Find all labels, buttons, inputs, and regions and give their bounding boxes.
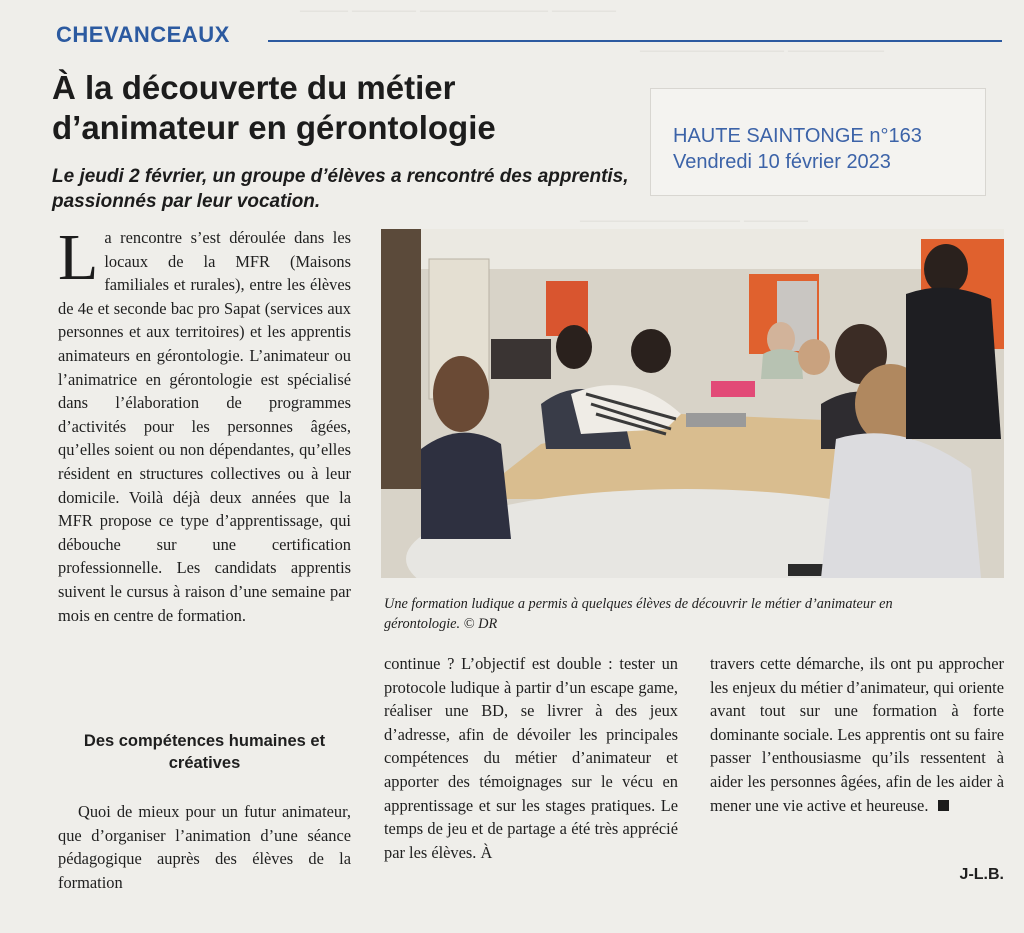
body-text: travers cette démarche, ils ont pu approcher les enjeux du métier d’animateur, qui oriente avant tout sur une formation à forte dominante sociale. Les apprentis ont su faire passer l’enthousiasme qu’ils ressentent à aider les personnes âgées, afin de les aider à mener une vie active et heureuse. — [710, 654, 1004, 815]
classroom-photo-image — [381, 229, 1004, 578]
article-photo — [381, 229, 1004, 578]
rubric-rule — [268, 40, 1002, 42]
article-column-2 — [384, 652, 678, 864]
end-of-article-mark — [938, 800, 949, 811]
bleed-through-text: —————————— ———— — [580, 212, 808, 229]
bleed-through-text: ——— ———— ———————— ———— — [300, 2, 616, 19]
body-paragraph — [58, 800, 351, 894]
body-text: Quoi de mieux pour un futur animateur, que d’organiser l’animation d’une séance pédagogique auprès des élèves de la formation — [58, 802, 351, 892]
section-rubric: CHEVANCEAUX — [56, 22, 230, 47]
bleed-through-text: ————————— —————— — [640, 42, 884, 59]
article-column-1-continued — [58, 800, 351, 894]
body-paragraph: continue ? L’objectif est double : tester un protocole ludique à partir d’un escape game, réaliser une BD, se livrer à des jeux d’adresse, afin de dévoiler les principales compétences du métier d’animateur et apporter des témoignages sur le vécu en apprentissage et sur les stages pratiques. Le temps de jeu et de partage a été très apprécié par les élèves. À — [384, 654, 678, 862]
section-subheading: Des compétences humaines et créatives — [83, 732, 326, 772]
body-paragraph — [710, 652, 1004, 817]
publication-name: HAUTE SAINTONGE n°163 — [673, 125, 922, 147]
article-column-1 — [58, 221, 351, 627]
publication-date: Vendredi 10 février 2023 — [673, 151, 891, 173]
article-title: À la découverte du métier d’animateur en gérontologie — [52, 69, 496, 146]
drop-cap: L — [58, 221, 99, 294]
author-signature: J-L.B. — [959, 866, 1004, 883]
article-subtitle: Le jeudi 2 février, un groupe d’élèves a rencontré des apprentis, passionnés par leur vocation. — [52, 166, 629, 212]
source-label — [650, 88, 986, 196]
photo-caption: Une formation ludique a permis à quelques élèves de découvrir le métier d’animateur en gérontologie. © DR — [384, 596, 893, 632]
body-paragraph: a rencontre s’est déroulée dans les locaux de la MFR (Maisons familiales et rurales), entre les élèves de 4e et seconde bac pro Sapat (services aux personnes et aux territoires) et les apprentis animateurs en gérontologie. L’animateur ou l’animatrice en gérontologie est spécialisé dans l’élaboration de programmes d’activités pour les personnes âgées, qu’elles soient ou non dépendantes, qu’elles résident en structures collectives ou à leur domicile. Voilà déjà deux années que la MFR propose ce type d’apprentissage, qui débouche sur une certification professionnelle. Les candidats apprentis suivent le cursus à raison d’une semaine par mois en centre de formation. — [58, 228, 351, 625]
article-column-3 — [710, 652, 1004, 817]
